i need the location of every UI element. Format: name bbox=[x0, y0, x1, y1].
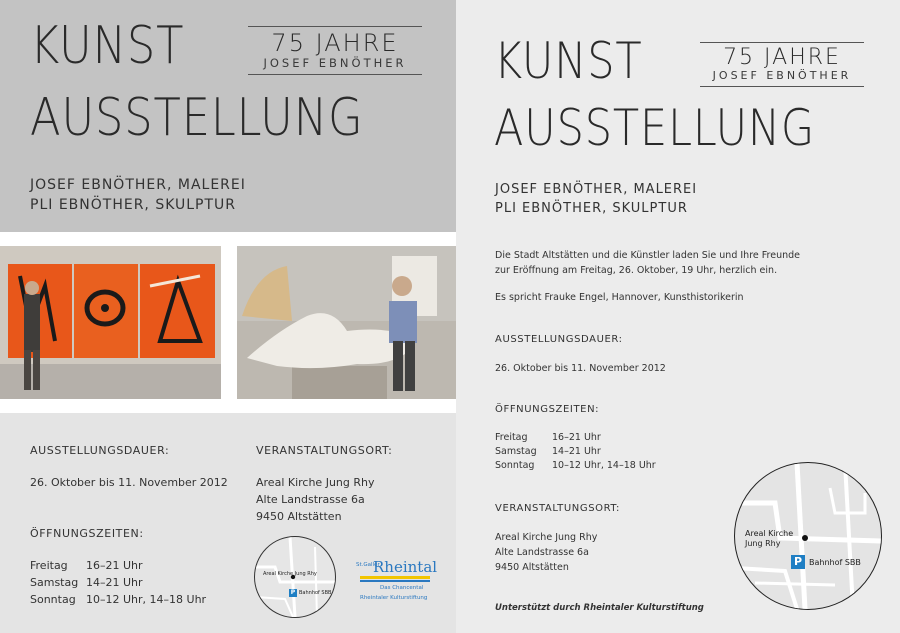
hours-row: Samstag 14–21 Uhr bbox=[495, 446, 601, 457]
title-kunst: KUNST bbox=[494, 32, 643, 90]
venue-label: VERANSTALTUNGSORT: bbox=[495, 503, 621, 514]
artist-painter: JOSEF EBNÖTHER, MALEREI bbox=[495, 182, 698, 197]
badge-years: 75 JAHRE bbox=[723, 45, 841, 70]
hours-row: Freitag 16–21 Uhr bbox=[30, 559, 143, 572]
hours-row: Sonntag 10–12 Uhr, 14–18 Uhr bbox=[30, 593, 207, 606]
photo-strip bbox=[0, 232, 456, 413]
map-place-label: Areal Kirche Jung Rhy bbox=[745, 529, 794, 548]
venue-address: Areal Kirche Jung Rhy Alte Landstrasse 6a 9450 Altstätten bbox=[495, 532, 598, 573]
painting-photo bbox=[0, 246, 221, 399]
logo-wave bbox=[360, 576, 430, 579]
venue-label: VERANSTALTUNGSORT: bbox=[256, 444, 393, 457]
support-note: Unterstützt durch Rheintaler Kulturstiftung bbox=[495, 603, 704, 613]
venue-address: Areal Kirche Jung Rhy Alte Landstrasse 6a 9450 Altstätten bbox=[256, 476, 375, 523]
sculpture-photo bbox=[237, 246, 456, 399]
duration-label: AUSSTELLUNGSDAUER: bbox=[495, 334, 623, 345]
anniversary-badge bbox=[700, 42, 864, 87]
badge-years: 75 JAHRE bbox=[271, 29, 399, 57]
artist-painter: JOSEF EBNÖTHER, MALEREI bbox=[30, 177, 246, 193]
map-place-label: Areal Kirche Jung Rhy bbox=[263, 571, 317, 577]
title-ausstellung: AUSSTELLUNG bbox=[494, 99, 816, 157]
map-parking-label: Bahnhof SBB bbox=[809, 558, 861, 567]
artist-list bbox=[30, 175, 246, 215]
hours-row: Sonntag 10–12 Uhr, 14–18 Uhr bbox=[495, 460, 656, 471]
badge-name: JOSEF EBNÖTHER bbox=[712, 69, 852, 83]
parking-icon: P bbox=[290, 589, 296, 596]
hours-label: ÖFFNUNGSZEITEN: bbox=[30, 527, 144, 540]
hours-list bbox=[30, 557, 206, 608]
location-map bbox=[254, 536, 336, 618]
hours-list bbox=[495, 431, 656, 473]
location-map bbox=[734, 462, 882, 610]
artist-sculptor: PLI EBNÖTHER, SKULPTUR bbox=[495, 201, 688, 216]
artist-list bbox=[495, 180, 697, 218]
duration-value: 26. Oktober bis 11. November 2012 bbox=[30, 476, 228, 489]
badge-name: JOSEF EBNÖTHER bbox=[263, 56, 407, 71]
anniversary-badge bbox=[248, 26, 422, 75]
hours-label: ÖFFNUNGSZEITEN: bbox=[495, 404, 600, 415]
duration-value: 26. Oktober bis 11. November 2012 bbox=[495, 363, 666, 374]
invitation-text: Die Stadt Altstätten und die Künstler laden Sie und Ihre Freunde zur Eröffnung am Freitag, 26. Oktober, 19 Uhr, herzlich ein. bbox=[495, 250, 800, 276]
right-panel bbox=[456, 0, 900, 633]
hours-row: Freitag 16–21 Uhr bbox=[495, 432, 601, 443]
speaker-text: Es spricht Frauke Engel, Hannover, Kunsthistorikerin bbox=[495, 292, 744, 303]
left-panel: KUNST AUSSTELLUNG 75 JAHRE JOSEF EBNÖTHER JOSEF EBNÖTHER, MALEREI PLI EBNÖTHER, SKULPTUR AUSSTELLUNGSDAUER: 26. Oktober bis 11. November 2012 ÖFFNUNGSZEITEN: Freitag 16–21 Uhr Samstag 14–21 Uhr Sonntag 10–12 Uhr, 14–18 Uhr VERANSTALTUNGSORT: Areal Kirche Jung Rhy Alte Landstrasse 6a 9450 Altstätten Areal Kirche Jung Rhy P Bahnhof SBB St.Galler Rheintal Das Chancental Rheintaler Kulturstiftung bbox=[0, 0, 456, 633]
hours-row: Samstag 14–21 Uhr bbox=[30, 576, 143, 589]
title-ausstellung: AUSSTELLUNG bbox=[30, 88, 364, 148]
title-kunst: KUNST bbox=[30, 16, 185, 76]
artist-sculptor: PLI EBNÖTHER, SKULPTUR bbox=[30, 197, 237, 213]
venue-marker bbox=[802, 535, 808, 541]
duration-label: AUSSTELLUNGSDAUER: bbox=[30, 444, 170, 457]
parking-icon: P bbox=[791, 555, 805, 569]
map-parking-label: Bahnhof SBB bbox=[299, 590, 332, 596]
logo-wave-blue bbox=[360, 580, 430, 582]
